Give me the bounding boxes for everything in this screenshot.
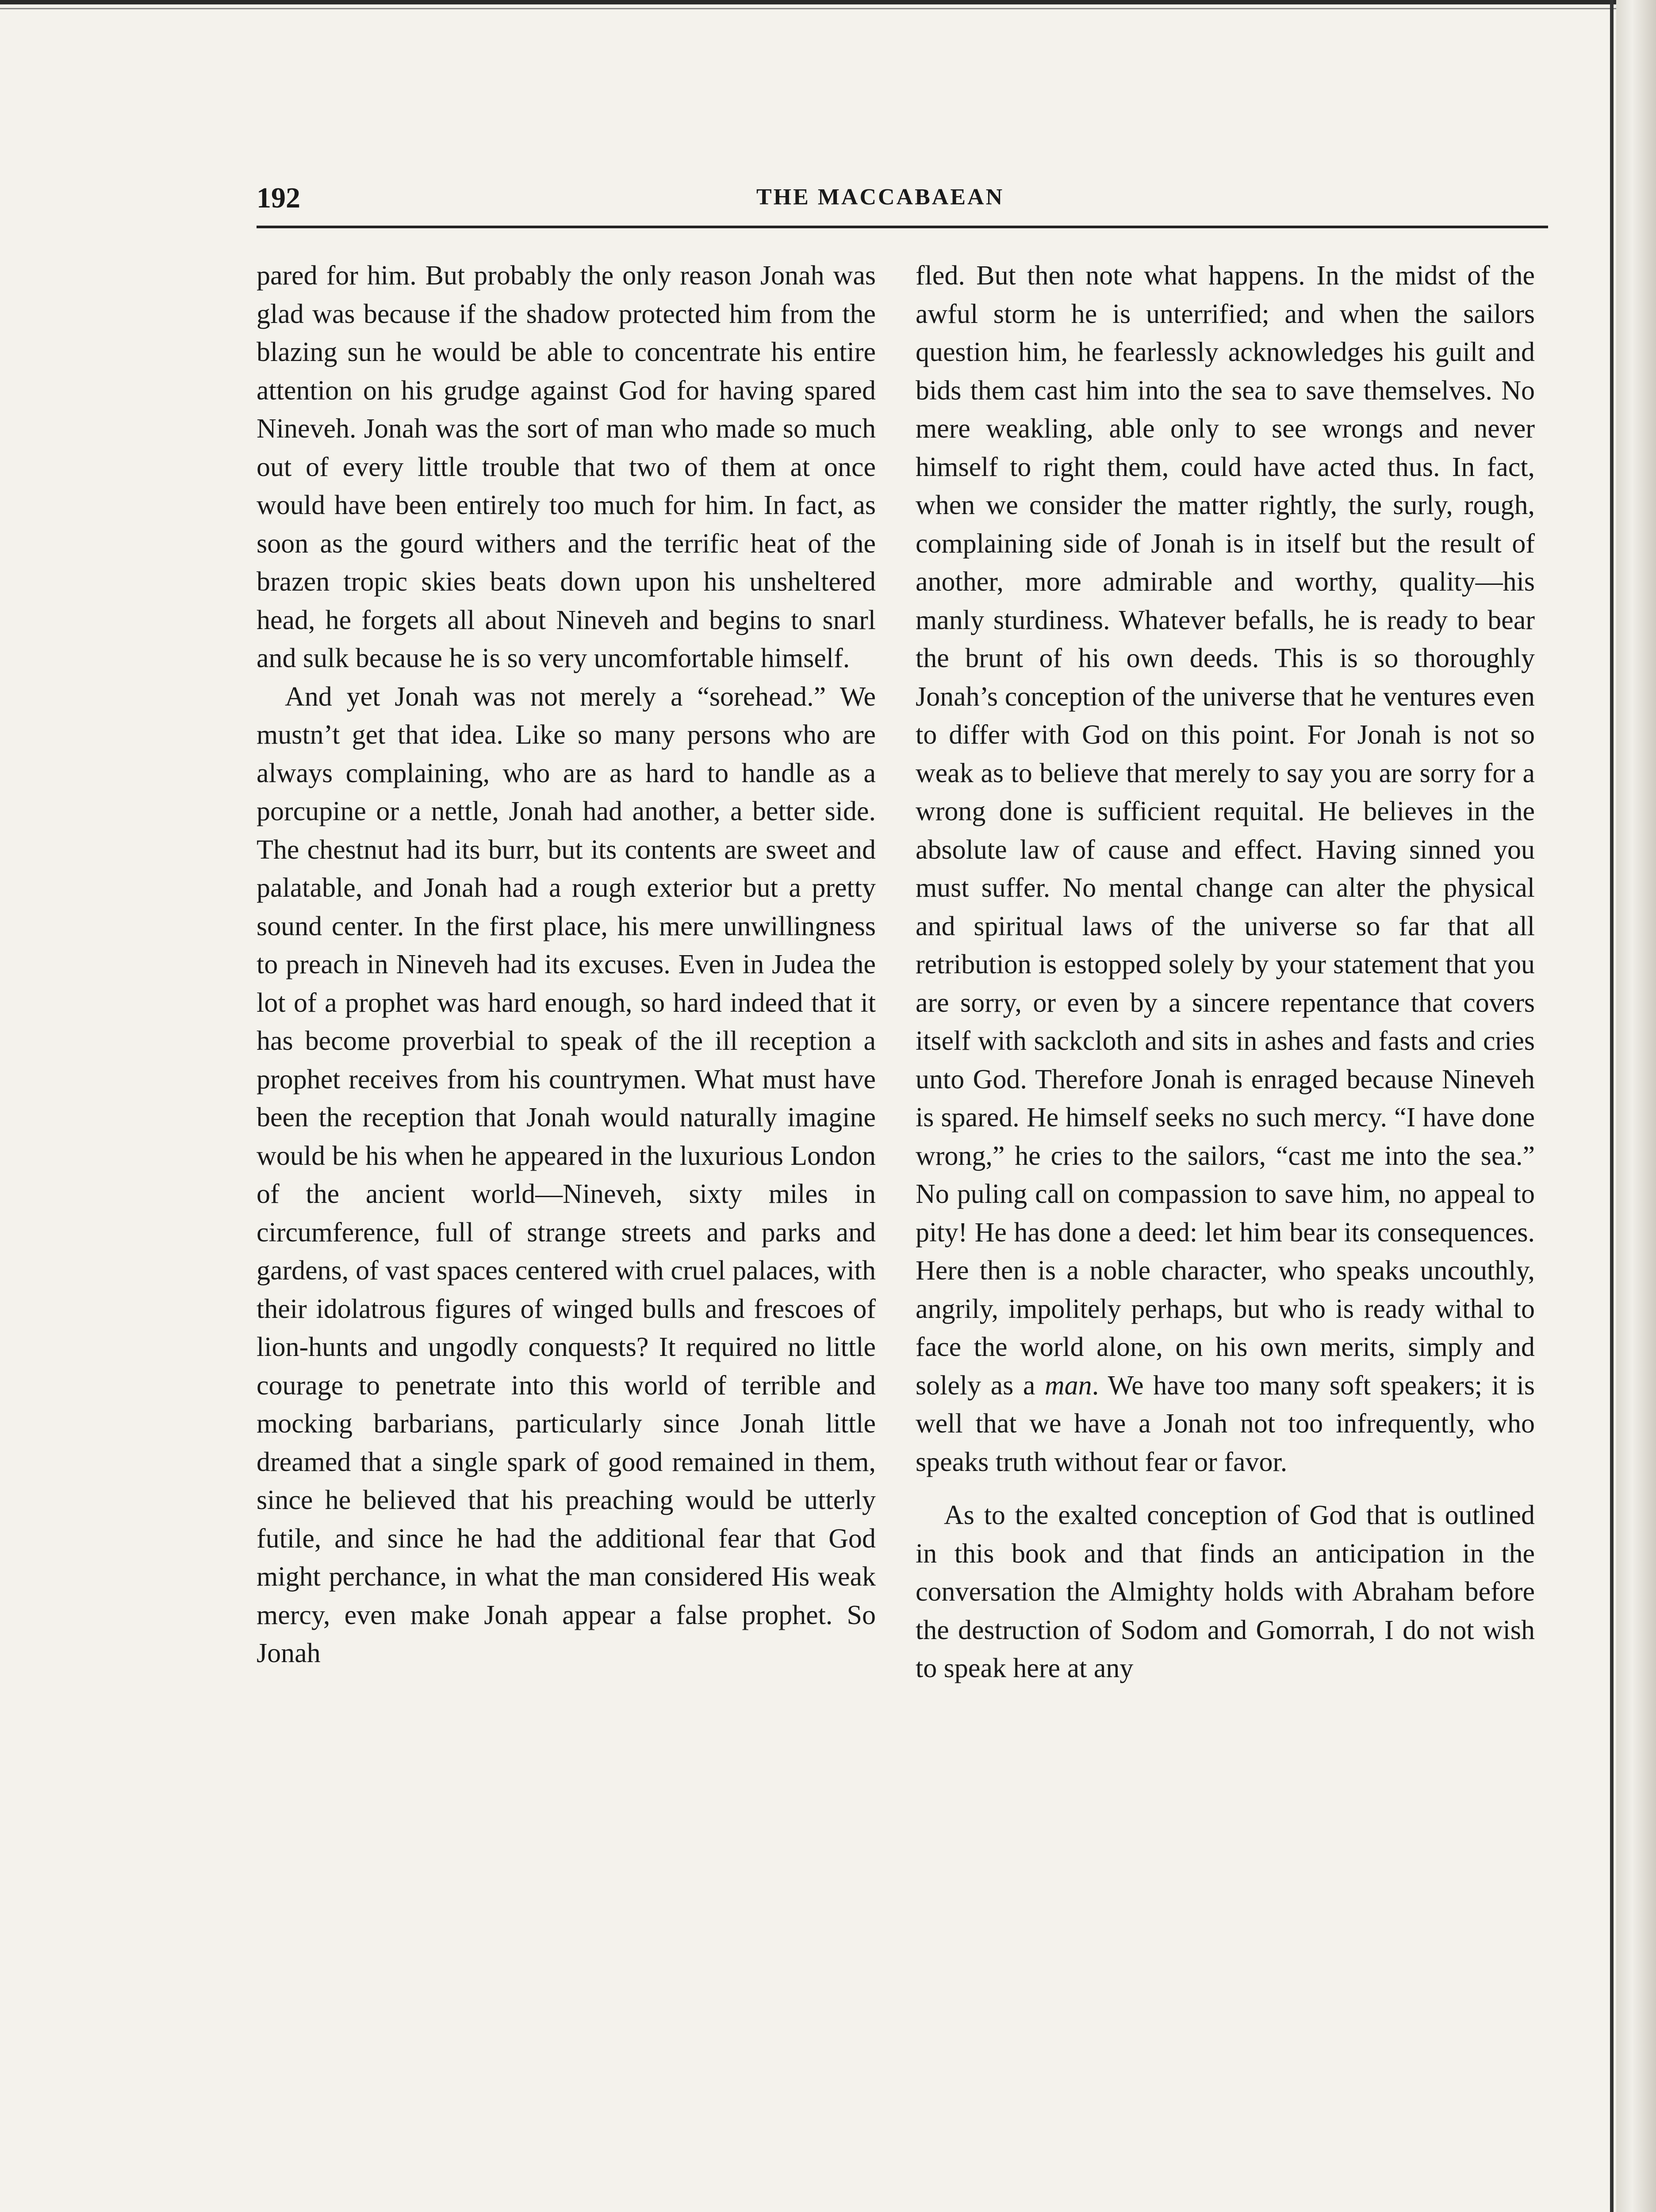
running-head	[257, 181, 1548, 230]
paragraph-right-1	[916, 257, 1535, 1481]
left-column	[257, 257, 876, 1673]
right-column	[916, 257, 1535, 1688]
paragraph-right-1-text: fled. But then note what happens. In the midst of the awful storm he is unterrified; and when the sailors question him, he fearlessly acknowledges his guilt and bids them cast him into the sea to save themselves. No mere weakling, able only to see wrongs and never himself to right them, could have acted thus. In fact, when we consider the matter rightly, the surly, rough, complaining side of Jonah is in itself but the result of another, more admirable and worthy, quality—his manly sturdiness. Whatever befalls, he is ready to bear the brunt of his own deeds. This is so thoroughly Jonah’s conception of the universe that he ventures even to differ with God on this point. For Jonah is not so weak as to believe that merely to say you are sorry for a wrong done is sufficient requital. He believes in the absolute law of cause and effect. Having sinned you must suffer. No mental change can alter the physical and spiritual laws of the universe so far that all retribution is estopped solely by your statement that you are sorry, or even by a sincere repentance that covers itself with sackcloth and sits in ashes and fasts and cries unto God. Therefore Jonah is enraged because Nineveh is spared. He himself seeks no such mercy. “I have done wrong,” he cries to the sailors, “cast me into the sea.” No puling call on compassion to save him, no appeal to pity! He has done a deed: let him bear its consequences. Here then is a noble character, who speaks uncouthly, angrily, impolitely perhaps, but who is ready withal to face the world alone, on his own merits, simply and solely as a	[916, 261, 1535, 1401]
journal-title: THE MACCABAEAN	[756, 184, 1004, 210]
emphasis-man: man	[1044, 1370, 1092, 1401]
top-border-line	[0, 0, 1656, 4]
paragraph-right-1-end: . We have too many soft speakers; it is well that we have a Jonah not too infrequently, who speaks truth without fear or favor.	[916, 1370, 1535, 1477]
paragraph-left-2: And yet Jonah was not merely a “sorehead.” We mustn’t get that idea. Like so many persons who are always complaining, who are as hard to handle as a porcupine or a nettle, Jonah had another, a better side. The chestnut had its burr, but its contents are sweet and palatable, and Jonah had a rough exterior but a pretty sound center. In the first place, his mere unwillingness to preach in Nineveh had its excuses. Even in Judea the lot of a prophet was hard enough, so hard indeed that it has become proverbial to speak of the ill reception a prophet receives from his countrymen. What must have been the reception that Jonah would naturally imagine would be his when he appeared in the luxurious London of the ancient world—Nineveh, sixty miles in circumference, full of strange streets and parks and gardens, of vast spaces centered with cruel palaces, with their idolatrous figures of winged bulls and frescoes of lion-hunts and ungodly conquests? It required no little courage to penetrate into this world of terrible and mocking barbarians, particularly since Jonah little dreamed that a single spark of good remained in them, since he believed that his preaching would be utterly futile, and since he had the additional fear that God might perchance, in what the man considered His weak mercy, even make Jonah appear a false prophet. So Jonah	[257, 681, 876, 1668]
paragraph-left-1: pared for him. But probably the only reason Jonah was glad was because if the shadow protected him from the blazing sun he would be able to concentrate his entire attention on his grudge against God for having spared Nineveh. Jonah was the sort of man who made so much out of every little trouble that two of them at once would have been entirely too much for him. In fact, as soon as the gourd withers and the terrific heat of the brazen tropic skies beats down upon his unsheltered head, he forgets all about Nineveh and begins to snarl and sulk because he is so very uncomfortable himself.	[257, 261, 876, 673]
header-rule	[257, 226, 1548, 228]
next-page-edge	[1616, 0, 1656, 2212]
page-gutter-line	[1610, 0, 1614, 2212]
top-border-line-thin	[0, 8, 1656, 9]
page-number: 192	[257, 182, 300, 214]
paragraph-right-2: As to the exalted conception of God that is outlined in this book and that finds an anticipation in the conversation the Almighty holds with Abraham before the destruction of Sodom and Gomorrah, I do not wish to speak here at any	[916, 1500, 1535, 1683]
